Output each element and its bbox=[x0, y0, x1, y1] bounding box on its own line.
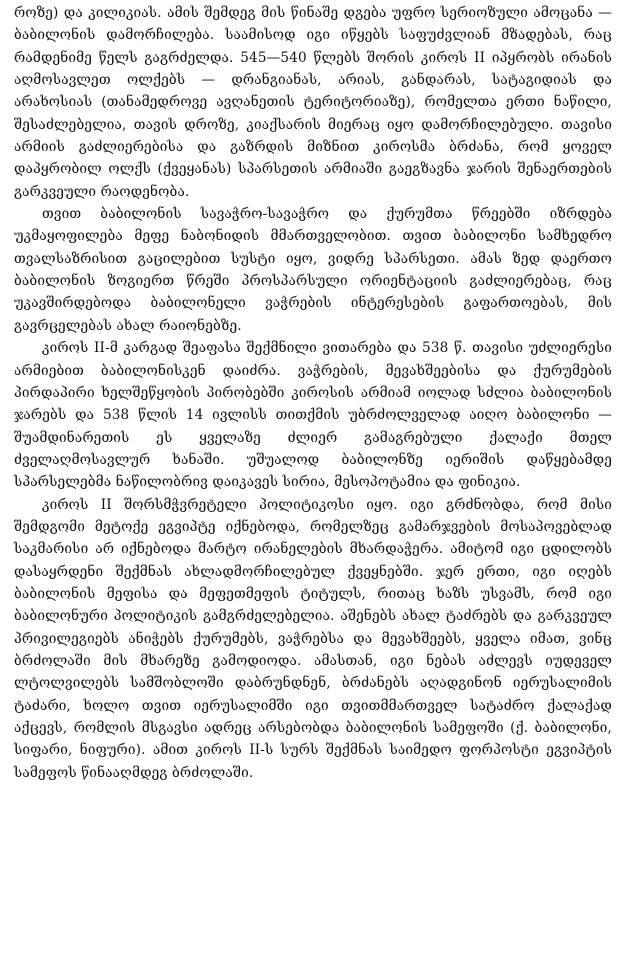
paragraph-4: კიროს II შორსმჭვრეტელი პოლიტიკოსი იყო. იგი გრძნობდა, რომ მისი შემდგომი მეტოქე ეგვიპტე იქნებოდა, რომელზეც გამარჯვების მოსაპოვებლად საკმარისი არ იქნებოდა მარტო ირანელების მხარდაჭერა. ამიტომ იგი ცდილობს დასაყრდენი შექმნას ახლადმორჩილებულ ქვეყნებში. ჯერ ერთი, იგი იღებს ბაბილონის მეფისა და მეფეთმეფის ტიტულს, რითაც ხაზს უსვამს, რომ იგი ბაბილონური პოლიტიკის გამგრძელებელია. აშენებს ახალ ტაძრებს და გარკვეულ პრივილეგიებს ანიჭებს ქურუმებს, ვაჭრებსა და მევახშეებს, ყველა იმათ, ვინც ბრძოლაში მის მხარეზე გამოდიოდა. ამასთან, იგი ნებას აძლევს იუდეველ ლტოლვილებს სამშობლოში დაბრუნდნენ, ბრძანებს აღადგინონ იერუსალიმის ტაძარი, ხოლო თვით იერუსალიმში იგი თვითმმართველ სატაძრო ქალაქად აქცევს, რომლის მსგავსი ადრეც არსებობდა ბაბილონის სამეფოში (ქ. ბაბილონი, სიფარი, ნიფური). ამით კიროს II-ს სურს შექმნას საიმედო ფორპოსტი ეგვიპტის სამეფოს წინააღმდეგ ბრძოლაში. bbox=[14, 496, 612, 781]
document-page bbox=[14, 2, 612, 950]
paragraph-2: თვით ბაბილონის სავაჭრო-სავაჭრო და ქურუმთა წრეებში იზრდება უკმაყოფილება მეფე ნაბონიდის მმართველობით. თვით ბაბილონი სამხედრო თვალსაზრისით გაცილებით სუსტი იყო, ვიდრე სპარსეთი. ამას ზედ დაერთო ბაბილონის ზოგიერთ წრეში პროსპარსული ორიენტაციის გაძლიერებაც, რაც უკავშირდებოდა ბაბილონელი ვაჭრების ინტერესების გაფართოებას, მის გავრცელებას ახალ რაიონებზე. bbox=[14, 206, 612, 334]
paragraph-3: კიროს II-მ კარგად შეაფასა შექმნილი ვითარება და 538 წ. თავისი უძლიერესი არმიებით ბაბილონისკენ დაიძრა. ვაჭრების, მევახშეებისა და ქურუმების პირდაპირი ხელშეწყობის პირობებში კიროსის არმიამ იოლად სძლია ბაბილონის ჯარებს და 538 წლის 14 ივლისს თითქმის უბრძოლველად აიღო ბაბილონი — შუამდინარეთის ეს ყველაზე ძლიერ გამაგრებული ქალაქი მთელ ძველაღმოსავლურ ხანაში. უშუალოდ ბაბილონზე იერიშის დაწყებამდე სპარსელებმა ნაწილობრივ დაიკავეს სირია, მესოპოტამია და ფინიკია. bbox=[14, 340, 612, 491]
paragraph-1: როზე) და კილიკიას. ამის შემდეგ მის წინაშე დგება უფრო სერიოზული ამოცანა — ბაბილონის დამორჩილება. საამისოდ იგი იწყებს საფუძვლიან მზადებას, რაც რამდენიმე წელს გაგრძელდა. 545—540 წლებს შორის კიროს II იპყრობს ირანის აღმოსავლეთ ოლქებს — დრანგიანას, არიას, განდარას, სატაგიდიას და არახოსიას (თანამედროვე ავღანეთის ტერიტორიაზე), რომელთა ერთი ნაწილი, შესაძლებელია, თავის დროზე, კიაქსარის მიერაც იყო დამორჩილებული. თავისი არმიის გაძლიერებისა და გაზრდის მიზნით კიროსმა ბრძანა, რომ ყოველ დაპყრობილ ოლქს (ქვეყანას) სპარსეთის არმიაში გაეგზავნა ჯარის შენაერთების გარკვეული რაოდენობა. bbox=[14, 5, 612, 200]
